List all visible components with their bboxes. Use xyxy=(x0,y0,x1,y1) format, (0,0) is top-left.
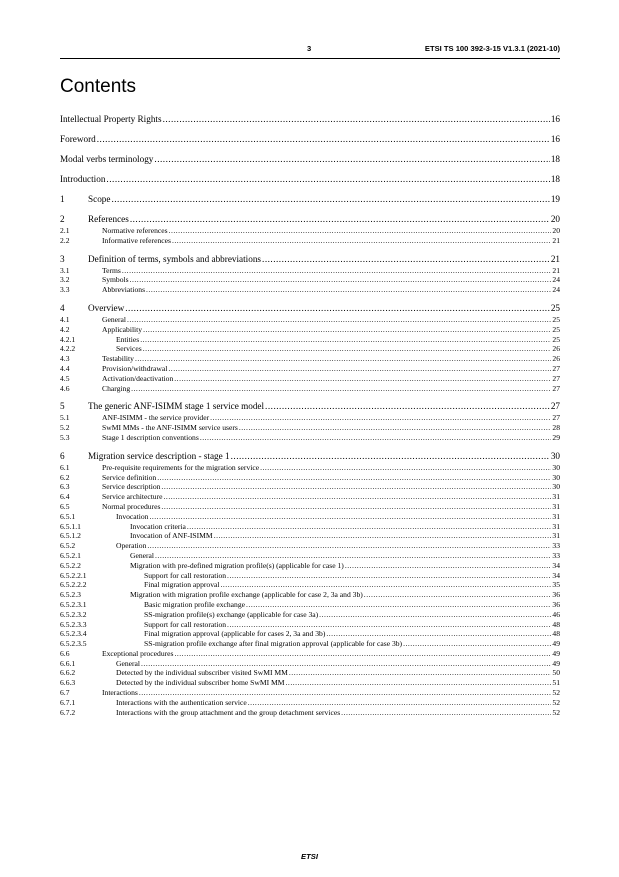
toc-entry[interactable] xyxy=(60,620,560,630)
toc-entry-number: 6.7 xyxy=(60,688,70,698)
toc-entry[interactable] xyxy=(60,113,560,126)
toc-entry-number: 4.2.2 xyxy=(60,344,76,354)
toc-entry-number: 6.4 xyxy=(60,492,70,502)
toc-entry[interactable] xyxy=(60,384,560,394)
toc-entry[interactable] xyxy=(60,473,560,483)
toc-leader-dots xyxy=(286,678,552,688)
toc-entry-number: 5 xyxy=(60,401,65,412)
toc-entry[interactable] xyxy=(60,688,560,698)
toc-entry-page: 27 xyxy=(552,383,560,393)
toc-entry[interactable] xyxy=(60,551,560,561)
toc-leader-dots xyxy=(262,253,550,266)
toc-leader-dots xyxy=(164,492,552,502)
toc-entry[interactable] xyxy=(60,302,560,315)
toc-entry-page: 27 xyxy=(552,413,560,423)
toc-entry-label: Service definition xyxy=(102,472,157,482)
toc-entry[interactable] xyxy=(60,253,560,266)
toc-entry[interactable] xyxy=(60,364,560,374)
toc-entry[interactable] xyxy=(60,590,560,600)
toc-entry-number: 6.5.2.1 xyxy=(60,550,81,560)
toc-entry-label: SS-migration profile exchange after final migration approval (applicable for case 3b) xyxy=(144,639,403,649)
table-of-contents xyxy=(60,113,560,717)
toc-entry-number: 3.1 xyxy=(60,265,70,275)
toc-entry-number: 6.5.2.3.1 xyxy=(60,599,87,609)
toc-entry[interactable] xyxy=(60,492,560,502)
toc-entry-page: 52 xyxy=(552,707,560,717)
page-number: 3 xyxy=(307,44,312,53)
toc-leader-dots xyxy=(174,649,551,659)
toc-entry-page: 27 xyxy=(552,373,560,383)
toc-entry[interactable] xyxy=(60,193,560,206)
toc-entry-page: 33 xyxy=(552,550,560,560)
toc-entry[interactable] xyxy=(60,133,560,146)
toc-entry-page: 20 xyxy=(550,214,560,224)
toc-entry[interactable] xyxy=(60,173,560,186)
toc-leader-dots xyxy=(135,354,551,364)
toc-entry-number: 6.6.3 xyxy=(60,678,76,688)
toc-entry-label: SwMI MMs - the ANF-ISIMM service users xyxy=(102,423,238,433)
toc-leader-dots xyxy=(265,400,550,413)
toc-leader-dots xyxy=(248,698,552,708)
toc-entry-label: Modal verbs terminology xyxy=(60,154,154,164)
toc-entry-label: Basic migration profile exchange xyxy=(144,599,246,609)
toc-leader-dots xyxy=(289,668,552,678)
toc-entry-label: Detected by the individual subscriber home SwMI MM xyxy=(116,678,285,688)
toc-entry[interactable] xyxy=(60,698,560,708)
toc-leader-dots xyxy=(187,522,552,532)
toc-leader-dots xyxy=(147,541,551,551)
toc-entry[interactable] xyxy=(60,668,560,678)
toc-entry-page: 25 xyxy=(552,314,560,324)
toc-entry[interactable] xyxy=(60,610,560,620)
toc-entry-page: 21 xyxy=(550,253,560,264)
toc-leader-dots xyxy=(163,113,550,126)
toc-entry-number: 4.4 xyxy=(60,363,70,373)
toc-entry-number: 6 xyxy=(60,450,65,461)
toc-entry-number: 6.3 xyxy=(60,482,70,492)
toc-entry[interactable] xyxy=(60,531,560,541)
toc-entry-number: 4.6 xyxy=(60,383,70,393)
toc-leader-dots xyxy=(169,226,552,236)
toc-entry-label: Informative references xyxy=(102,235,171,245)
toc-entry[interactable] xyxy=(60,213,560,226)
toc-entry-number: 6.6 xyxy=(60,648,70,658)
toc-entry-label: Detected by the individual subscriber visited SwMI MM xyxy=(116,668,288,678)
toc-entry-page: 48 xyxy=(552,619,560,629)
toc-entry-page: 27 xyxy=(552,363,560,373)
toc-entry-label: Migration service description - stage 1 xyxy=(88,450,230,461)
toc-entry[interactable] xyxy=(60,600,560,610)
toc-entry-number: 4 xyxy=(60,302,65,313)
toc-leader-dots xyxy=(246,600,551,610)
toc-entry-page: 26 xyxy=(552,344,560,354)
header-rule xyxy=(60,58,560,59)
toc-entry-page: 48 xyxy=(552,629,560,639)
toc-entry-number: 6.6.2 xyxy=(60,668,76,678)
toc-leader-dots xyxy=(231,450,550,463)
toc-entry-page: 16 xyxy=(550,134,560,144)
document-id: ETSI TS 100 392-3-15 V1.3.1 (2021-10) xyxy=(424,44,560,53)
toc-entry[interactable] xyxy=(60,708,560,718)
toc-leader-dots xyxy=(122,266,552,276)
toc-entry-number: 6.5.1 xyxy=(60,511,76,521)
toc-leader-dots xyxy=(131,384,551,394)
toc-entry-page: 27 xyxy=(550,401,560,412)
toc-entry-number: 1 xyxy=(60,194,65,204)
toc-entry-label: Invocation xyxy=(116,511,149,521)
toc-entry-label: Support for call restoration xyxy=(144,570,227,580)
toc-entry-number: 6.5.2.2.1 xyxy=(60,570,87,580)
toc-entry-label: Overview xyxy=(88,302,125,313)
toc-entry-label: Pre-requisite requirements for the migration service xyxy=(102,462,260,472)
toc-entry-page: 34 xyxy=(552,570,560,580)
toc-entry-page: 25 xyxy=(550,302,560,313)
toc-leader-dots xyxy=(143,344,552,354)
toc-entry-label: Exceptional procedures xyxy=(102,648,174,658)
toc-entry[interactable] xyxy=(60,423,560,433)
toc-entry-label: Applicability xyxy=(102,324,143,334)
toc-leader-dots xyxy=(403,639,551,649)
toc-entry-label: Intellectual Property Rights xyxy=(60,114,162,124)
toc-entry-label: Testability xyxy=(102,354,134,364)
toc-entry-label: Symbols xyxy=(102,275,129,285)
toc-entry-page: 19 xyxy=(550,194,560,204)
toc-entry-label: Service description xyxy=(102,482,161,492)
toc-entry-label: Migration with migration profile exchange (applicable for case 2, 3a and 3b) xyxy=(130,590,363,600)
toc-entry[interactable] xyxy=(60,629,560,639)
toc-leader-dots xyxy=(345,561,552,571)
toc-entry-number: 6.1 xyxy=(60,462,70,472)
toc-entry-label: Interactions with the authentication service xyxy=(116,697,247,707)
toc-entry-page: 25 xyxy=(552,324,560,334)
toc-entry-number: 3 xyxy=(60,253,65,264)
toc-leader-dots xyxy=(130,275,552,285)
toc-entry-label: General xyxy=(102,314,127,324)
toc-entry-page: 31 xyxy=(552,531,560,541)
toc-leader-dots xyxy=(157,473,551,483)
toc-entry-page: 46 xyxy=(552,609,560,619)
toc-entry-page: 30 xyxy=(552,482,560,492)
toc-leader-dots xyxy=(227,571,551,581)
toc-entry[interactable] xyxy=(60,285,560,295)
toc-entry[interactable] xyxy=(60,571,560,581)
toc-leader-dots xyxy=(139,688,552,698)
toc-entry[interactable] xyxy=(60,226,560,236)
toc-entry-label: Provision/withdrawal xyxy=(102,363,168,373)
toc-entry-number: 6.5.2.3.4 xyxy=(60,629,87,639)
toc-leader-dots xyxy=(341,708,551,718)
toc-entry-number: 4.2.1 xyxy=(60,334,76,344)
toc-leader-dots xyxy=(155,551,551,561)
toc-entry-label: Interactions xyxy=(102,688,138,698)
toc-entry-number: 4.2 xyxy=(60,324,70,334)
toc-entry-number: 6.7.2 xyxy=(60,707,76,717)
toc-entry[interactable] xyxy=(60,649,560,659)
toc-entry-label: References xyxy=(88,214,129,224)
toc-leader-dots xyxy=(140,335,551,345)
toc-entry-page: 26 xyxy=(552,354,560,364)
toc-leader-dots xyxy=(127,315,551,325)
toc-leader-dots xyxy=(168,364,551,374)
toc-entry[interactable] xyxy=(60,374,560,384)
toc-entry[interactable] xyxy=(60,266,560,276)
toc-entry-label: Scope xyxy=(88,194,111,204)
toc-entry[interactable] xyxy=(60,236,560,246)
toc-entry[interactable] xyxy=(60,325,560,335)
toc-entry-number: 3.3 xyxy=(60,285,70,295)
toc-leader-dots xyxy=(172,236,551,246)
toc-entry-label: Interactions with the group attachment and the group detachment services xyxy=(116,707,341,717)
toc-entry-number: 2.2 xyxy=(60,235,70,245)
toc-leader-dots xyxy=(161,482,551,492)
toc-entry-number: 6.2 xyxy=(60,472,70,482)
toc-entry-label: General xyxy=(130,550,155,560)
toc-entry-page: 24 xyxy=(552,275,560,285)
toc-leader-dots xyxy=(125,302,550,315)
toc-entry-label: Invocation criteria xyxy=(130,521,186,531)
toc-entry-label: Activation/deactivation xyxy=(102,373,174,383)
toc-entry-number: 5.3 xyxy=(60,432,70,442)
toc-entry-page: 31 xyxy=(552,521,560,531)
toc-entry-number: 6.5.1.1 xyxy=(60,521,81,531)
toc-entry-label: Services xyxy=(116,344,142,354)
toc-leader-dots xyxy=(130,213,550,226)
toc-leader-dots xyxy=(143,325,551,335)
toc-entry-label: SS-migration profile(s) exchange (applicable for case 3a) xyxy=(144,609,319,619)
toc-entry-label: Definition of terms, symbols and abbreviations xyxy=(88,253,262,264)
toc-entry-page: 18 xyxy=(550,174,560,184)
toc-entry-label: Normative references xyxy=(102,226,168,235)
toc-entry-number: 2.1 xyxy=(60,226,70,235)
toc-entry[interactable] xyxy=(60,502,560,512)
toc-leader-dots xyxy=(161,502,551,512)
toc-entry-number: 6.5.2.3.2 xyxy=(60,609,87,619)
toc-leader-dots xyxy=(319,610,551,620)
toc-entry[interactable] xyxy=(60,450,560,463)
toc-entry-page: 31 xyxy=(552,501,560,511)
toc-entry-label: Terms xyxy=(102,265,121,275)
toc-entry[interactable] xyxy=(60,580,560,590)
toc-leader-dots xyxy=(97,133,550,146)
toc-entry-label: Stage 1 description conventions xyxy=(102,432,199,442)
toc-entry-number: 6.5.2 xyxy=(60,541,76,551)
toc-entry-label: ANF-ISIMM - the service provider xyxy=(102,413,210,423)
toc-entry-number: 6.7.1 xyxy=(60,697,76,707)
toc-entry-label: Final migration approval xyxy=(144,580,220,590)
toc-entry[interactable] xyxy=(60,335,560,345)
toc-entry-page: 49 xyxy=(552,639,560,649)
toc-entry[interactable] xyxy=(60,678,560,688)
toc-entry-number: 6.6.1 xyxy=(60,658,76,668)
toc-leader-dots xyxy=(141,659,551,669)
toc-entry-label: Support for call restoration xyxy=(144,619,227,629)
toc-entry-page: 18 xyxy=(550,154,560,164)
toc-entry-label: Introduction xyxy=(60,174,106,184)
toc-leader-dots xyxy=(200,433,552,443)
toc-entry-number: 4.1 xyxy=(60,314,70,324)
toc-entry-page: 35 xyxy=(552,580,560,590)
toc-entry-number: 6.5.2.3.3 xyxy=(60,619,87,629)
toc-leader-dots xyxy=(210,413,551,423)
toc-entry-page: 52 xyxy=(552,697,560,707)
toc-entry[interactable] xyxy=(60,541,560,551)
toc-entry[interactable] xyxy=(60,522,560,532)
toc-entry[interactable] xyxy=(60,153,560,166)
toc-entry-page: 49 xyxy=(552,658,560,668)
toc-entry-page: 34 xyxy=(552,560,560,570)
toc-entry-page: 30 xyxy=(550,450,560,461)
toc-leader-dots xyxy=(326,629,551,639)
toc-entry[interactable] xyxy=(60,344,560,354)
page-title: Contents xyxy=(60,76,137,97)
page-footer: ETSI xyxy=(301,852,318,861)
toc-entry[interactable] xyxy=(60,659,560,669)
toc-entry[interactable] xyxy=(60,433,560,443)
toc-entry-page: 36 xyxy=(552,599,560,609)
toc-leader-dots xyxy=(106,173,549,186)
toc-entry-label: Abbreviations xyxy=(102,285,146,295)
toc-entry-number: 3.2 xyxy=(60,275,70,285)
toc-entry-page: 24 xyxy=(552,285,560,295)
toc-entry-label: Final migration approval (applicable for cases 2, 3a and 3b) xyxy=(144,629,326,639)
toc-entry-page: 21 xyxy=(552,235,560,245)
toc-entry-page: 25 xyxy=(552,334,560,344)
toc-leader-dots xyxy=(146,285,551,295)
toc-entry-label: General xyxy=(116,658,141,668)
toc-leader-dots xyxy=(221,580,552,590)
toc-entry-label: Migration with pre-defined migration profile(s) (applicable for case 1) xyxy=(130,560,344,570)
toc-leader-dots xyxy=(364,590,552,600)
toc-entry-page: 36 xyxy=(552,590,560,600)
toc-entry-page: 52 xyxy=(552,688,560,698)
toc-entry-number: 6.5.2.2.2 xyxy=(60,580,87,590)
page-header xyxy=(60,44,560,58)
toc-entry-page: 30 xyxy=(552,462,560,472)
toc-entry-number: 6.5 xyxy=(60,501,70,511)
toc-entry-page: 33 xyxy=(552,541,560,551)
toc-leader-dots xyxy=(154,153,549,166)
toc-entry-number: 5.1 xyxy=(60,413,70,423)
toc-leader-dots xyxy=(111,193,549,206)
toc-entry[interactable] xyxy=(60,400,560,413)
toc-entry[interactable] xyxy=(60,639,560,649)
toc-entry[interactable] xyxy=(60,354,560,364)
toc-entry-page: 51 xyxy=(552,678,560,688)
toc-entry-label: Invocation of ANF-ISIMM xyxy=(130,531,213,541)
toc-entry-label: Charging xyxy=(102,383,131,393)
toc-entry-number: 4.3 xyxy=(60,354,70,364)
toc-entry-label: Operation xyxy=(116,541,147,551)
toc-entry-number: 6.5.2.3.5 xyxy=(60,639,87,649)
toc-entry-page: 49 xyxy=(552,648,560,658)
toc-entry[interactable] xyxy=(60,315,560,325)
toc-entry-page: 20 xyxy=(552,226,560,235)
toc-entry-page: 29 xyxy=(552,432,560,442)
toc-entry-number: 4.5 xyxy=(60,373,70,383)
toc-entry[interactable] xyxy=(60,463,560,473)
toc-entry-label: Service architecture xyxy=(102,492,163,502)
toc-entry-label: Entities xyxy=(116,334,140,344)
toc-entry-page: 28 xyxy=(552,423,560,433)
toc-entry-page: 50 xyxy=(552,668,560,678)
toc-entry-number: 6.5.1.2 xyxy=(60,531,81,541)
toc-entry[interactable] xyxy=(60,482,560,492)
toc-entry-page: 21 xyxy=(552,265,560,275)
toc-entry-number: 6.5.2.2 xyxy=(60,560,81,570)
toc-entry-number: 2 xyxy=(60,214,65,224)
toc-entry-page: 16 xyxy=(550,114,560,124)
toc-leader-dots xyxy=(227,620,551,630)
toc-entry[interactable] xyxy=(60,275,560,285)
toc-entry[interactable] xyxy=(60,561,560,571)
toc-entry[interactable] xyxy=(60,413,560,423)
toc-leader-dots xyxy=(214,531,552,541)
toc-entry-page: 31 xyxy=(552,492,560,502)
toc-leader-dots xyxy=(239,423,552,433)
toc-entry-label: Normal procedures xyxy=(102,501,161,511)
toc-entry-page: 31 xyxy=(552,511,560,521)
toc-entry[interactable] xyxy=(60,512,560,522)
toc-leader-dots xyxy=(174,374,551,384)
toc-entry-label: Foreword xyxy=(60,134,96,144)
toc-entry-label: The generic ANF-ISIMM stage 1 service model xyxy=(88,401,265,412)
toc-entry-number: 5.2 xyxy=(60,423,70,433)
toc-entry-page: 30 xyxy=(552,472,560,482)
toc-leader-dots xyxy=(260,463,551,473)
toc-leader-dots xyxy=(149,512,551,522)
toc-entry-number: 6.5.2.3 xyxy=(60,590,81,600)
